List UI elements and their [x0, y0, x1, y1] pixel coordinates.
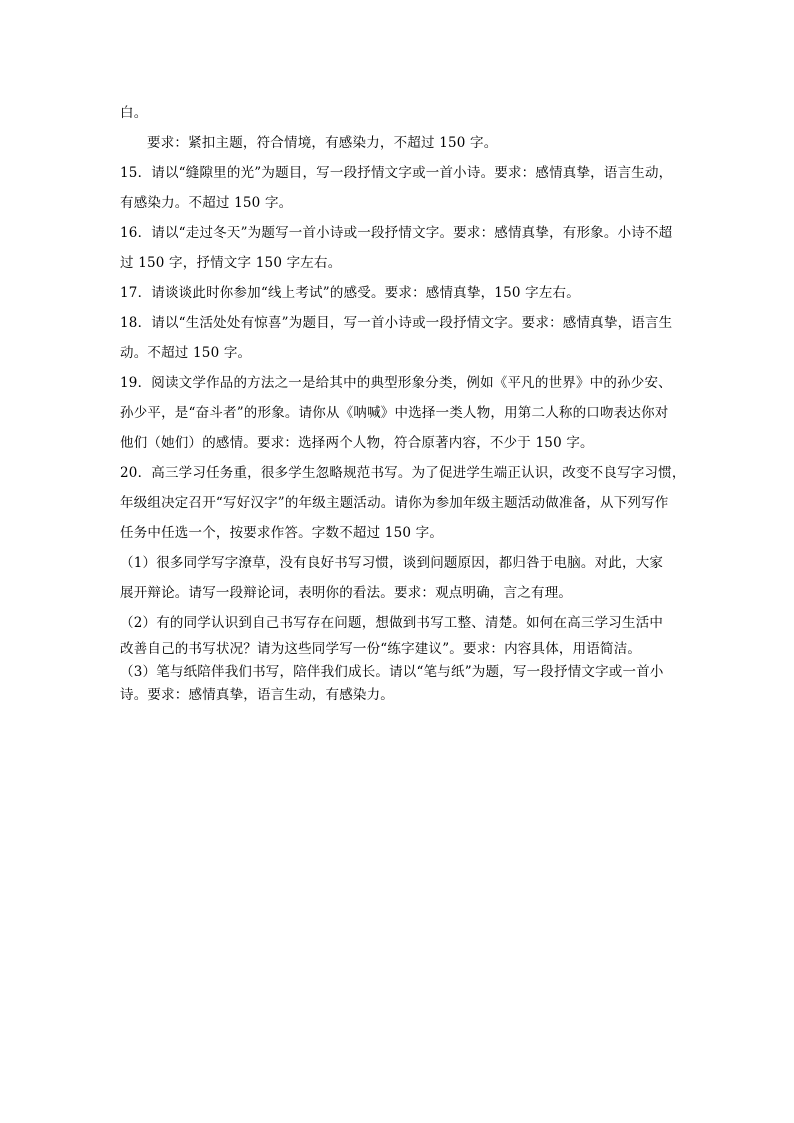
question-15-line-1: 15．请以“缝隙里的光”为题目，写一段抒情文字或一首小诗。要求：感情真挚，语言生动，: [120, 165, 673, 181]
document-body: [120, 98, 686, 707]
question-16-line-1: 16．请以“走过冬天”为题写一首小诗或一段抒情文字。要求：感情真挚，有形象。小诗不超: [120, 225, 673, 241]
task-2-line-1: （2）有的同学认识到自己书写存在问题，想做到书写工整、清楚。如何在高三学习生活中: [120, 615, 664, 631]
question-20-line-2: 年级组决定召开“写好汉字”的年级主题活动。请你为参加年级主题活动做准备，从下列写作: [120, 495, 669, 511]
text-line: 要求：紧扣主题，符合情境，有感染力，不超过 150 字。: [147, 135, 498, 151]
question-18-line-2: 动。不超过 150 字。: [120, 345, 252, 361]
task-1-line-1: （1）很多同学写字潦草，没有良好书写习惯，谈到问题原因，都归咎于电脑。对此，大家: [120, 555, 664, 571]
task-2-line-2: 改善自己的书写状况？请为这些同学写一份“练字建议”。要求：内容具体，用语简洁。: [120, 641, 642, 657]
question-19-line-1: 19．阅读文学作品的方法之一是给其中的典型形象分类，例如《平凡的世界》中的孙少安、: [120, 375, 672, 391]
question-19-line-2: 孙少平，是“奋斗者”的形象。请你从《呐喊》中选择一类人物，用第二人称的口吻表达你对: [120, 405, 669, 421]
question-19-line-3: 他们（她们）的感情。要求：选择两个人物，符合原著内容，不少于 150 字。: [120, 435, 594, 451]
task-3-line-1: （3）笔与纸陪伴我们书写，陪伴我们成长。请以“笔与纸”为题，写一段抒情文字或一首小: [120, 664, 664, 680]
question-17-line-1: 17．请谈谈此时你参加“线上考试”的感受。要求：感情真挚，150 字左右。: [120, 285, 580, 301]
question-20-line-3: 任务中任选一个，按要求作答。字数不超过 150 字。: [120, 525, 444, 541]
question-18-line-1: 18．请以“生活处处有惊喜”为题目，写一首小诗或一段抒情文字。要求：感情真挚，语言生: [120, 315, 673, 331]
task-1-line-2: 展开辩论。请写一段辩论词，表明你的看法。要求：观点明确，言之有理。: [120, 585, 573, 601]
task-3-line-2: 诗。要求：感情真挚，语言生动，有感染力。: [120, 687, 394, 703]
question-20-line-1: 20．高三学习任务重，很多学生忽略规范书写。为了促进学生端正认识，改变不良写字习惯，: [120, 465, 686, 481]
question-16-line-2: 过 150 字，抒情文字 150 字左右。: [120, 255, 342, 271]
text-line: 白。: [120, 105, 148, 121]
question-15-line-2: 有感染力。不超过 150 字。: [120, 195, 293, 211]
